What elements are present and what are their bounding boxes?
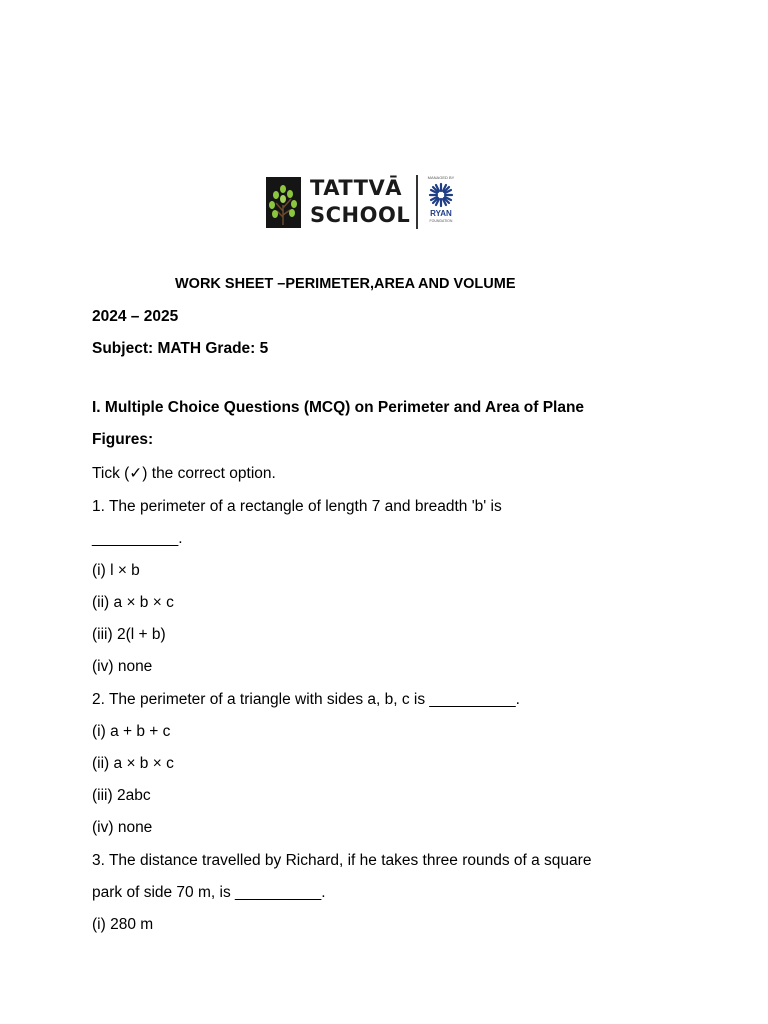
q3-option-1: (i) 280 m [92,916,154,933]
q1-option-2: (ii) a × b × c [92,594,174,611]
worksheet-title: WORK SHEET –PERIMETER,AREA AND VOLUME [175,276,516,292]
section-heading-cont: Figures: [92,431,154,448]
school-logo [266,172,466,232]
section-heading: I. Multiple Choice Questions (MCQ) on Perimeter and Area of Plane [92,399,585,416]
question-1-blank: __________. [92,530,183,547]
subject-grade: Subject: MATH Grade: 5 [92,340,269,357]
logo-name-line1: TATTVĀ [310,176,402,200]
partner-name: RYAN [430,209,452,218]
academic-year: 2024 – 2025 [92,308,179,325]
q2-option-3: (iii) 2abc [92,787,151,804]
q1-option-1: (i) l × b [92,562,140,579]
logo-divider [416,175,418,229]
q2-option-1: (i) a + b + c [92,723,171,740]
question-2: 2. The perimeter of a triangle with sides a, b, c is __________. [92,691,520,708]
logo-name-line2: SCHOOL [310,203,411,227]
instruction: Tick (✓) the correct option. [92,465,276,482]
partner-subtitle: FOUNDATION [429,219,453,223]
q2-option-2: (ii) a × b × c [92,755,174,772]
tree-logo-icon [266,177,301,228]
q2-option-4: (iv) none [92,819,153,836]
partner-caption: MANAGED BY [427,175,455,180]
q1-option-3: (iii) 2(l + b) [92,626,166,643]
question-3-cont: park of side 70 m, is __________. [92,884,326,901]
question-3: 3. The distance travelled by Richard, if he takes three rounds of a square [92,852,592,869]
question-1: 1. The perimeter of a rectangle of length 7 and breadth 'b' is [92,498,502,515]
q1-option-4: (iv) none [92,658,153,675]
